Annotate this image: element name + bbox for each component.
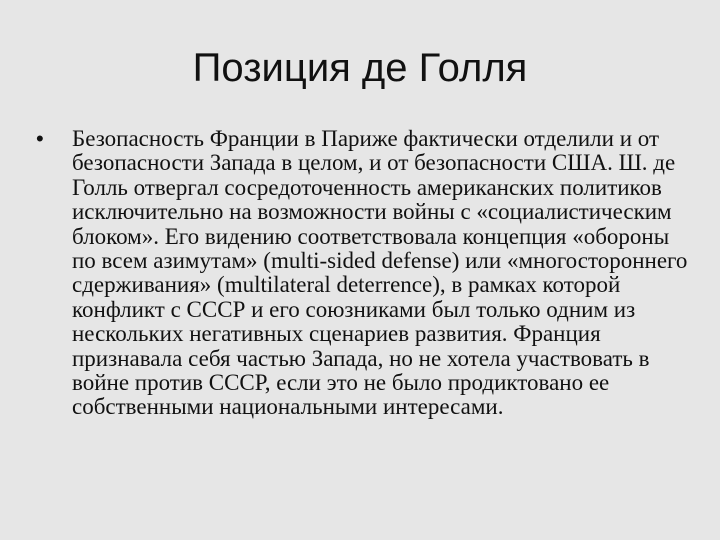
bullet-text: Безопасность Франции в Париже фактически отделили и от безопасности Запада в целом, и от безопасности США. Ш. де Голль отвергал сосредоточенность американских политиков исключительно на возможности войны с «социалистическим блоком». Его видению соответствовала концепция «обороны по всем азимутам» (multi-sided defense) или «многостороннего сдерживания» (multilateral deterrence), в рамках которой конфликт с СССР и его союзниками был только одним из нескольких негативных сценариев развития. Франция признавала себя частью Запада, но не хотела участвовать в войне против СССР, если это не было продиктовано ее собственными национальными интересами. — [72, 126, 688, 420]
bullet-list — [36, 127, 696, 420]
slide-title: Позиция де Голля — [192, 46, 528, 90]
bullet-marker: • — [36, 126, 44, 151]
bullet-item — [36, 127, 696, 420]
